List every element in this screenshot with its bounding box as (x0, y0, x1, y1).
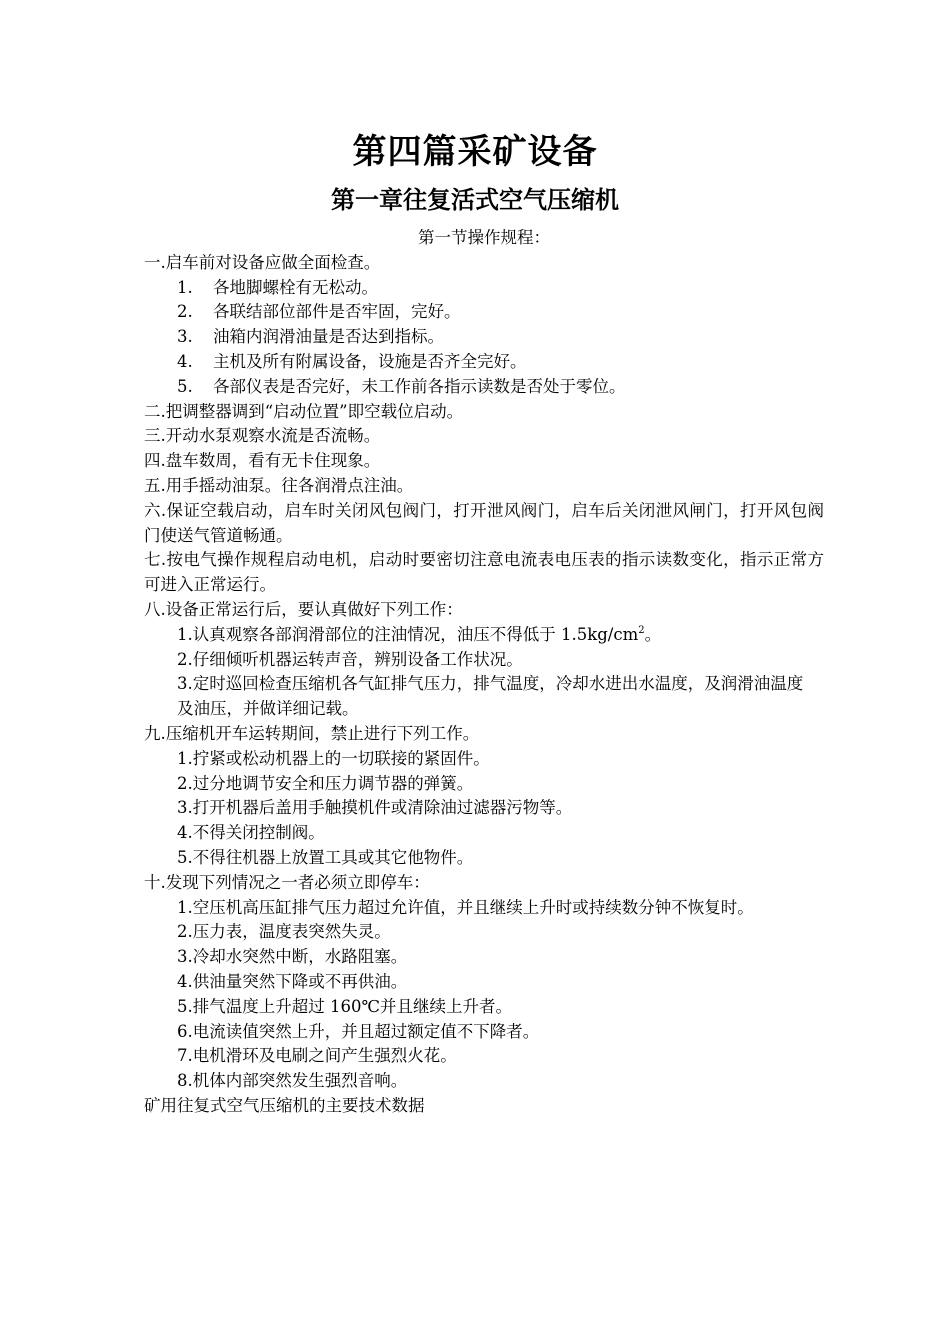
item-9-sub-1: 1.拧紧或松动机器上的一切联接的紧固件。 (177, 748, 490, 768)
item-9-sub-3: 3.打开机器后盖用手触摸机件或清除油过滤器污物等。 (177, 798, 573, 818)
item-1-sub-2 (144, 300, 824, 325)
item-10-sub-7: 7.电机滑环及电刷之间产生强烈火花。 (177, 1046, 457, 1066)
item-9: 九.压缩机开车运转期间，禁止进行下列工作。 (144, 723, 480, 743)
item-10-sub-5: 5.排气温度上升超过 160℃并且继续上升者。 (177, 996, 512, 1016)
item-2: 二.把调整器调到“启动位置”即空载位启动。 (144, 401, 464, 421)
list-number: 4. (177, 351, 193, 371)
item-8-sub-1 (144, 623, 824, 648)
item-8-sub-3: 3.定时巡回检查压缩机各气缸排气压力，排气温度，冷却水进出水温度，及润滑油温度及油压，并做详细记载。 (177, 674, 804, 719)
chapter-title: 第一章往复活式空气压缩机 (331, 186, 619, 214)
item-4: 四.盘车数周，看有无卡住现象。 (144, 451, 381, 471)
item-8: 八.设备正常运行后，要认真做好下列工作： (144, 599, 463, 619)
list-text: 1.认真观察各部润滑部位的注油情况，油压不得低于 1.5kg/cm (177, 624, 639, 644)
list-text: 主机及所有附属设备，设施是否齐全完好。 (213, 351, 527, 371)
list-number: 5. (177, 376, 193, 396)
item-1-sub-5 (144, 375, 824, 400)
item-9-sub-4: 4.不得关闭控制阀。 (177, 823, 325, 843)
item-9-sub-2: 2.过分地调节安全和压力调节器的弹簧。 (177, 773, 474, 793)
table-caption: 矿用往复式空气压缩机的主要技术数据 (144, 1095, 425, 1115)
item-1-sub-3 (144, 325, 824, 350)
item-9-sub-5: 5.不得往机器上放置工具或其它他物件。 (177, 847, 474, 867)
item-1: 一.启车前对设备应做全面检查。 (144, 252, 381, 272)
superscript: 2 (638, 624, 645, 636)
item-8-sub-2: 2.仔细倾听机器运转声音，辨别设备工作状况。 (177, 649, 523, 669)
item-10: 十.发现下列情况之一者必须立即停车： (144, 872, 430, 892)
list-text-end: 。 (644, 624, 662, 644)
list-text: 各地脚螺栓有无松动。 (213, 277, 378, 297)
document-body (144, 226, 824, 1119)
list-number: 2. (177, 302, 193, 322)
item-3: 三.开动水泵观察水流是否流畅。 (144, 426, 381, 446)
item-6: 六.保证空载启动，启车时关闭风包阀门，打开泄风阀门，启车后关闭泄风闸门，打开风包阀门使送气管道畅通。 (144, 500, 824, 545)
list-number: 1. (177, 277, 193, 297)
section-heading: 第一节操作规程： (418, 228, 550, 247)
page-title: 第四篇采矿设备 (352, 132, 598, 172)
list-text: 各联结部位部件是否牢固，完好。 (213, 302, 461, 322)
item-10-sub-3: 3.冷却水突然中断，水路阻塞。 (177, 947, 408, 967)
item-1-sub-4 (144, 350, 824, 375)
item-5: 五.用手摇动油泵。往各润滑点注油。 (144, 475, 414, 495)
item-10-sub-1: 1.空压机高压缸排气压力超过允许值，并且继续上升时或持续数分钟不恢复时。 (177, 897, 754, 917)
item-1-sub-1 (144, 276, 824, 301)
item-10-sub-6: 6.电流读值突然上升，并且超过额定值不下降者。 (177, 1021, 540, 1041)
list-text: 各部仪表是否完好，未工作前各指示读数是否处于零位。 (213, 376, 626, 396)
item-7: 七.按电气操作规程启动电机，启动时要密切注意电流表电压表的指示读数变化，指示正常方可进入正常运行。 (144, 550, 824, 595)
item-10-sub-4: 4.供油量突然下降或不再供油。 (177, 971, 408, 991)
list-text: 油箱内润滑油量是否达到指标。 (213, 327, 444, 347)
list-number: 3. (177, 327, 193, 347)
item-10-sub-8: 8.机体内部突然发生强烈音响。 (177, 1071, 408, 1091)
item-10-sub-2: 2.压力表，温度表突然失灵。 (177, 922, 391, 942)
